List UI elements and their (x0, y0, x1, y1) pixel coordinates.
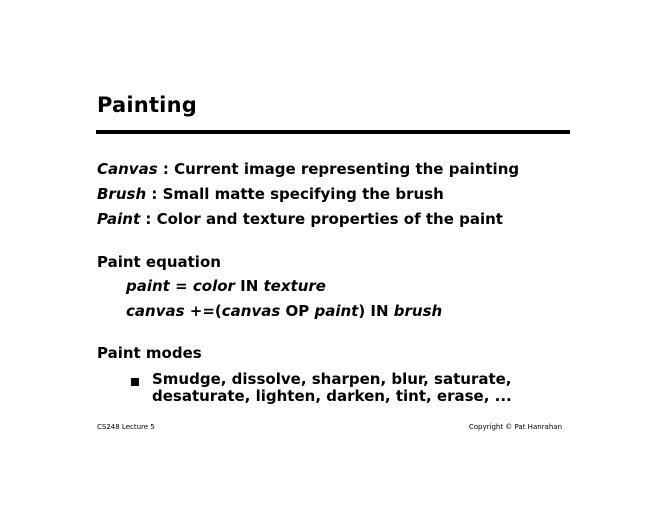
modes-list-line-1: Smudge, dissolve, sharpen, blur, saturate, (152, 370, 512, 388)
definition-term: Brush (97, 185, 147, 203)
equation-term: color (192, 277, 235, 295)
equation-operator: = (169, 277, 193, 295)
equation-operator: IN (234, 277, 264, 295)
footer-copyright: Copyright © Pat Hanrahan (468, 423, 562, 431)
definition-term: Paint (97, 210, 141, 228)
slide-title: Painting (97, 93, 197, 117)
equation-term: texture (263, 277, 326, 295)
definition-brush (97, 185, 444, 203)
equation-operator: OP (280, 302, 315, 320)
footer-course: CS248 Lecture 5 (97, 423, 155, 431)
definition-text: Color and texture properties of the paint (156, 210, 503, 228)
equation-term: canvas (221, 302, 281, 320)
definition-canvas (97, 160, 519, 178)
equation-line-paint (126, 277, 326, 295)
equation-term: brush (393, 302, 443, 320)
definition-text: Current image representing the painting (174, 160, 520, 178)
equation-term: canvas (126, 302, 185, 320)
modes-heading: Paint modes (97, 344, 202, 362)
equation-operator: +=( (184, 302, 222, 320)
equation-operator: ) IN (358, 302, 394, 320)
equation-term: paint (126, 277, 170, 295)
bullet-square-icon (131, 378, 139, 386)
equation-line-canvas (126, 302, 442, 320)
definition-separator: : (140, 210, 157, 228)
equation-heading: Paint equation (97, 253, 221, 271)
definition-separator: : (146, 185, 163, 203)
definition-text: Small matte specifying the brush (162, 185, 444, 203)
definition-separator: : (157, 160, 175, 178)
modes-list-line-2: desaturate, lighten, darken, tint, erase, ... (152, 387, 512, 405)
equation-term: paint (314, 302, 359, 320)
definition-term: Canvas (97, 160, 158, 178)
title-divider (96, 130, 570, 134)
definition-paint (97, 210, 503, 228)
